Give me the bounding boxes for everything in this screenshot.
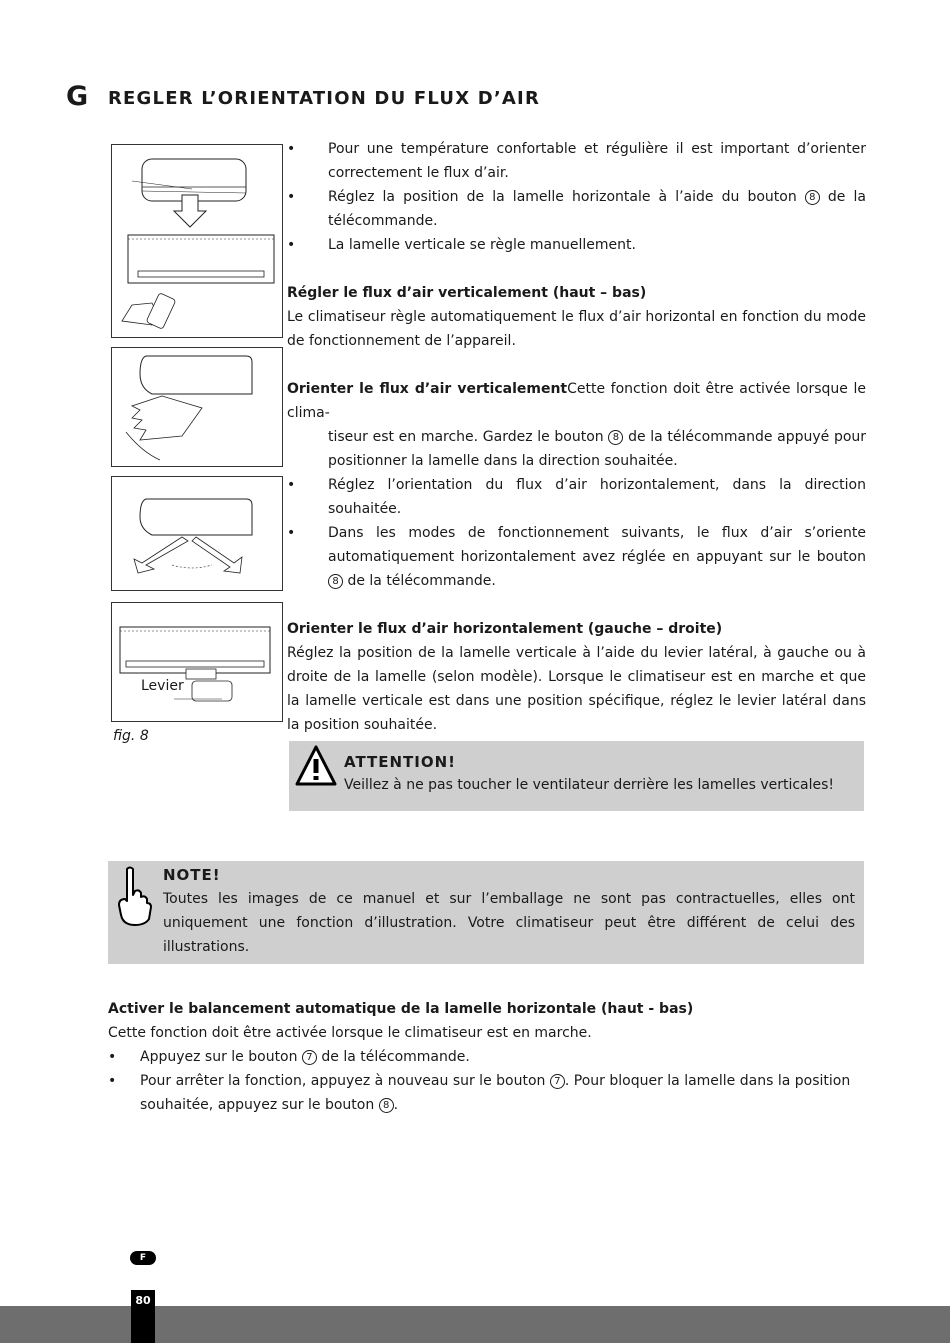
side-lever-illustration	[112, 603, 282, 721]
swing-bullet-2-prefix: Pour arrêter la fonction, appuyez à nouveau sur le bouton	[140, 1073, 546, 1089]
button-8-badge: 8	[805, 190, 820, 205]
figure-panel-4	[111, 602, 283, 722]
vertical-heading: Régler le flux d’air verticalement (haut – bas)	[287, 285, 647, 301]
section-letter: G	[66, 81, 89, 112]
swing-bullet-1-prefix: Appuyez sur le bouton	[140, 1049, 298, 1065]
swing-intro: Cette fonction doit être activée lorsque le climatiseur est en marche.	[108, 1025, 592, 1041]
section-title: REGLER L’ORIENTATION DU FLUX D’AIR	[108, 88, 541, 109]
orient-vertical-prefix: tiseur est en marche. Gardez le bouton	[328, 429, 604, 445]
orient-vertical-continued	[287, 425, 866, 473]
swing-section	[108, 997, 866, 1117]
swing-bullet-1-suffix: de la télécommande.	[321, 1049, 470, 1065]
bullet-symbol: •	[108, 1049, 117, 1065]
bullet-symbol: •	[287, 237, 296, 253]
vertical-text: Le climatiseur règle automatiquement le flux d’air horizontal en fonction du mode de fonctionnement de l’appareil.	[287, 309, 866, 349]
note-text: Toutes les images de ce manuel et sur l’emballage ne sont pas contractuelles, elles ont uniquement une fonction d’illustration. Votre climatiseur peut être différent de celui des illustrations.	[163, 891, 855, 955]
intro-bullet-1: Pour une température confortable et régulière il est important d’orienter correctement le flux d’air.	[328, 141, 866, 181]
list-item	[287, 137, 866, 185]
swing-bullet-2-middle: . Pour bloquer la lamelle dans la position souhaitée, appuyez sur le bouton	[140, 1073, 851, 1113]
orient-vertical-bullet-2-suffix: de la télécommande.	[347, 573, 496, 589]
orient-vertical-bullet-2-prefix: Dans les modes de fonctionnement suivants, le flux d’air s’oriente automatiquement horizontalement avez réglée en appuyant sur le bouton	[328, 525, 866, 565]
pointing-hand-icon	[113, 865, 153, 927]
attention-text: Veillez à ne pas toucher le ventilateur derrière les lamelles verticales!	[344, 777, 835, 793]
page-number: 80	[135, 1294, 151, 1307]
orient-vertical-bullet-1: Réglez l’orientation du flux d’air horizontalement, dans la direction souhaitée.	[328, 477, 866, 517]
list-item	[287, 185, 866, 233]
orient-vertical-suffix: de la télécommande appuyé pour positionner la lamelle dans la direction souhaitée.	[328, 429, 867, 469]
ac-unit-remote-illustration	[112, 145, 282, 337]
button-7-badge: 7	[302, 1050, 317, 1065]
bullet-symbol: •	[287, 525, 296, 541]
button-8-badge: 8	[608, 430, 623, 445]
figure-panel-3	[111, 476, 283, 591]
warning-icon	[294, 744, 338, 788]
figure-caption: fig. 8	[113, 728, 149, 744]
note-box	[108, 861, 864, 964]
language-badge: F	[130, 1251, 156, 1265]
list-item	[287, 233, 866, 257]
bullet-symbol: •	[287, 141, 296, 157]
list-item	[108, 1069, 866, 1117]
horizontal-airflow-illustration	[112, 477, 282, 590]
bullet-symbol: •	[287, 477, 296, 493]
text-column	[287, 137, 866, 737]
attention-title: ATTENTION!	[344, 753, 457, 771]
button-7-badge: 7	[550, 1074, 565, 1089]
list-item	[108, 1045, 866, 1069]
orient-horizontal-heading: Orienter le flux d’air horizontalement (gauche – droite)	[287, 621, 723, 637]
swing-bullet-2-suffix: .	[393, 1097, 399, 1113]
orient-vertical-heading: Orienter le flux d’air verticalement	[287, 381, 568, 397]
list-item	[287, 473, 866, 521]
vertical-airflow-illustration	[112, 348, 282, 466]
bullet-symbol: •	[108, 1073, 117, 1089]
figure-panel-2	[111, 347, 283, 467]
note-title: NOTE!	[163, 866, 221, 884]
lever-label: Levier	[141, 678, 184, 694]
button-8-badge: 8	[379, 1098, 394, 1113]
orient-horizontal-text: Réglez la position de la lamelle verticale à l’aide du levier latéral, à gauche ou à droite de la lamelle (selon modèle). Lorsque le climatiseur est en marche et que la lamelle verticale est dans une position spécifique, réglez le levier latéral dans la position souhaitée.	[287, 645, 866, 733]
list-item	[287, 521, 866, 593]
swing-heading: Activer le balancement automatique de la lamelle horizontale (haut - bas)	[108, 1001, 694, 1017]
intro-bullet-3: La lamelle verticale se règle manuellement.	[328, 237, 636, 253]
intro-bullet-2-prefix: Réglez la position de la lamelle horizontale à l’aide du bouton	[328, 189, 797, 205]
intro-bullet-2-suffix: de la télécommande.	[328, 189, 866, 229]
button-8-badge: 8	[328, 574, 343, 589]
orient-vertical-line1: Cette fonction doit être activée lorsque le clima-	[287, 381, 866, 421]
orient-vertical-paragraph	[287, 377, 866, 425]
attention-box	[289, 741, 864, 811]
bullet-symbol: •	[287, 189, 296, 205]
figure-panel-1	[111, 144, 283, 338]
